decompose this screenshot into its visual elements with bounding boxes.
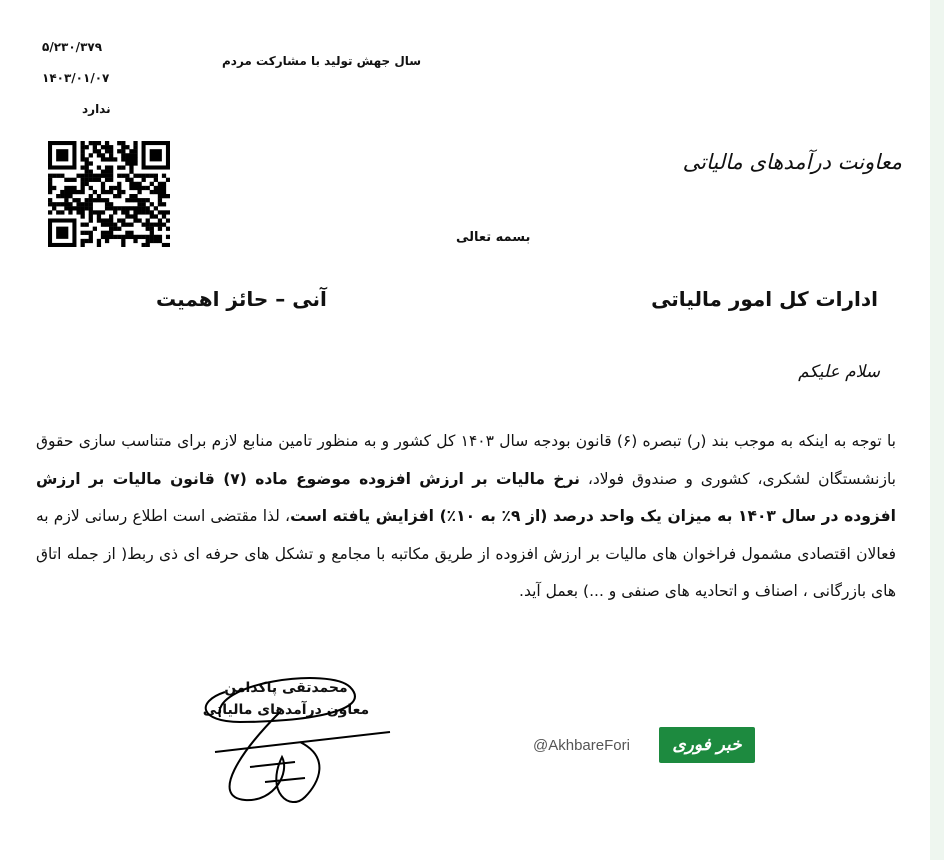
body-text-1: با توجه به اینکه به موجب بند (ر) تبصره (۶) قانون بودجه سال ۱۴۰۳ کل کشور و به منظور تامین منابع لازم برای متناسب سازی حقوق بازنشستگان لشکری، کشوری و صندوق فولاد، [36,432,897,488]
attachment-status: ندارد [82,102,111,116]
signer-name: محمدتقی پاکدامن [224,680,348,696]
letterhead-title: معاونت درآمدهای مالیاتی [682,150,902,174]
handwritten-signature-icon [180,662,400,822]
year-motto: سال جهش تولید با مشارکت مردم [222,54,422,68]
recipient: ادارات کل امور مالیاتی [651,287,878,311]
body-text-2: ، لذا مقتضی است اطلاع رسانی لازم به فعالان اقتصادی مشمول فراخوان های مالیات بر ارزش افزوده از طریق مکاتبه با مجامع و تشکل های حرفه ای ذی ربط( از جمله اتاق های بازرگانی ، اصناف و اتحادیه های صنفی و ...) بعمل آید. [36,507,896,600]
watermark-logo: خبر فوری [659,727,755,763]
watermark-handle: @AkhbareFori [533,737,630,754]
signer-title: معاون درآمدهای مالیاتی [202,702,370,718]
page-edge [930,0,944,860]
letter-body [36,423,896,611]
basmala: بسمه تعالی [456,230,531,245]
letter-date: ۱۴۰۳/۰۱/۰۷ [42,71,110,85]
body-text-bold: نرخ مالیات بر ارزش افزوده موضوع ماده (۷) قانون مالیات بر ارزش افزوده در سال ۱۴۰۳ به میزان یک واحد درصد (از ۹٪ به ۱۰٪) افزایش یافته است [36,469,896,525]
salutation: سلام علیکم [798,362,880,382]
letter-number: ۵/۲۳۰/۳۷۹ [42,40,103,54]
urgency-label: آنی – حائز اهمیت [156,287,327,311]
qr-code-icon [48,141,170,247]
